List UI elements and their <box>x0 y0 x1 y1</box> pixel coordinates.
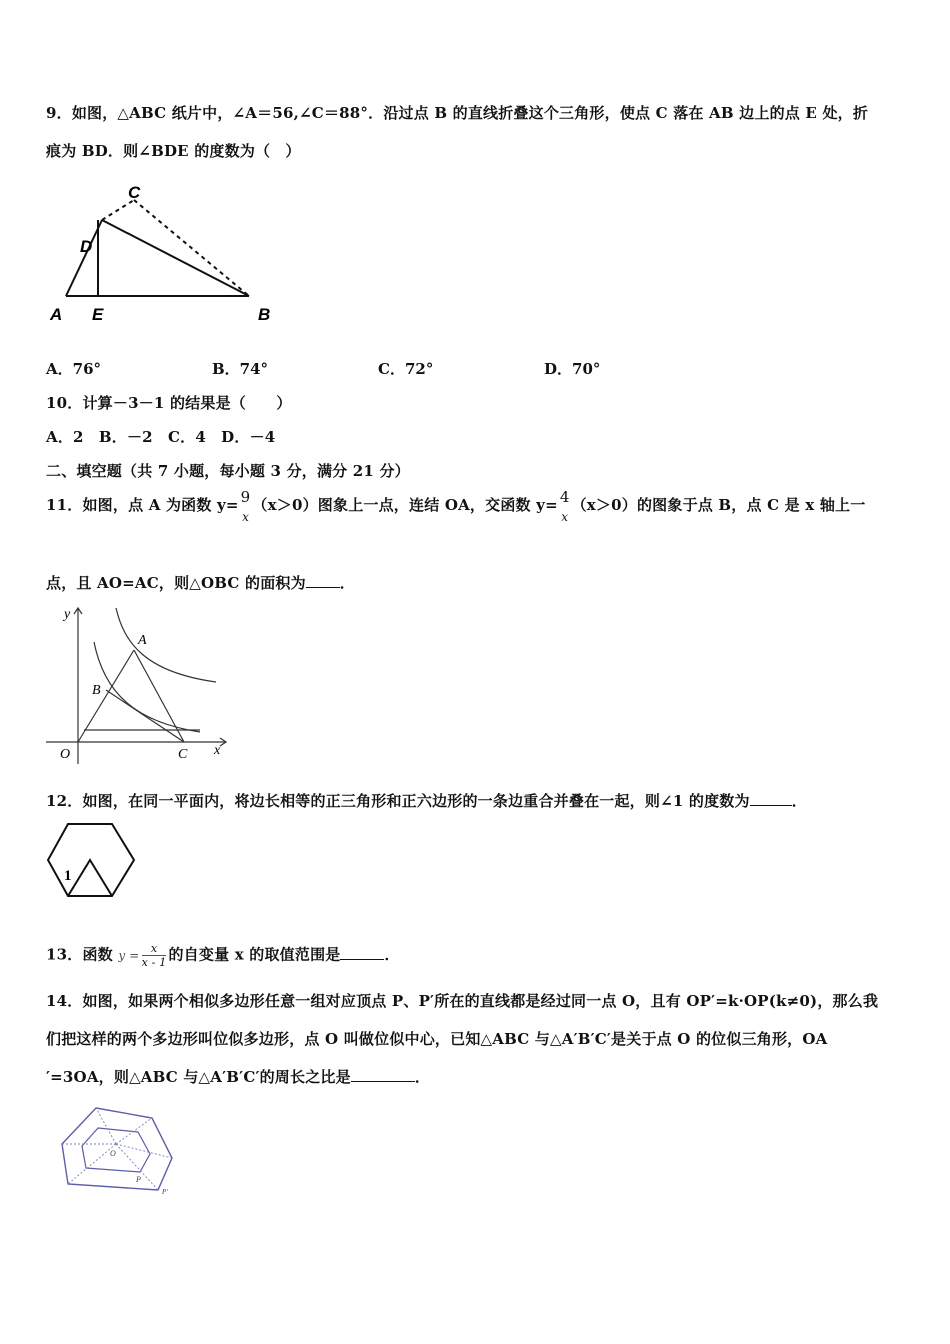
q9-triangle-figure <box>44 180 284 330</box>
q11-line2-text: 点，且 AO=AC，则△OBC 的面积为 <box>46 574 306 592</box>
q14-label-p: P <box>136 1175 141 1184</box>
q9-label-c: C <box>128 183 141 202</box>
q12-angle-label: 1 <box>64 868 72 884</box>
q11-fraction-9-over-x <box>241 486 251 526</box>
q9-text-line1: 9．如图，△ABC 纸片中，∠A＝56,∠C＝88°．沿过点 B 的直线折叠这个三角形，使点 C 落在 AB 边上的点 E 处，折 <box>46 104 869 122</box>
q12-end: ． <box>791 792 807 810</box>
q12-text <box>46 790 807 811</box>
q13-y-equals: y = <box>118 948 140 963</box>
q10-text: 10．计算－3－1 的结果是（ ） <box>46 394 292 412</box>
q13-answer-blank <box>340 945 384 960</box>
q13-part2: 的自变量 x 的取值范围是 <box>168 945 341 964</box>
q9-option-b: B．74° <box>212 360 269 378</box>
q13-part1: 13．函数 <box>46 945 113 964</box>
q12-hexagon-figure <box>44 820 138 902</box>
q11-text-line1 <box>46 486 865 526</box>
q9-label-e: E <box>92 305 104 324</box>
q11-text-line2 <box>46 572 355 593</box>
q11-label-a: A <box>138 633 147 648</box>
q11-label-x: x <box>214 743 221 758</box>
q14-text-line1: 14．如图，如果两个相似多边形任意一组对应顶点 P、P′所在的直线都是经过同一点 O，且有 OP′=k·OP(k≠0)，那么我 <box>46 992 879 1010</box>
q11-label-y: y <box>64 607 71 622</box>
q14-homothety-figure <box>56 1104 186 1196</box>
q13-fraction <box>142 942 167 969</box>
q13-frac-den: x - 1 <box>141 956 167 969</box>
q11-frac1-num: 9 <box>240 488 251 506</box>
q9-label-d: D <box>80 237 93 256</box>
q11-end: ． <box>339 574 355 592</box>
q14-answer-blank <box>351 1067 415 1082</box>
q10-options: A．2 B．－2 C．4 D．－4 <box>46 428 276 446</box>
q12-line-text: 12．如图，在同一平面内，将边长相等的正三角形和正六边形的一条边重合并叠在一起，则∠1 的度数为 <box>46 792 750 810</box>
q13-end: ． <box>384 945 400 964</box>
q11-frac2-den: x <box>561 510 569 524</box>
q9-option-a: A．76° <box>46 360 102 378</box>
section-heading: 二、填空题（共 7 小题，每小题 3 分，满分 21 分） <box>46 462 410 480</box>
q11-frac1-den: x <box>242 510 250 524</box>
q13-text <box>46 942 400 969</box>
q9-label-b: B <box>258 305 271 324</box>
q14-line3-text: ′=3OA，则△ABC 与△A′B′C′的周长之比是 <box>46 1068 351 1086</box>
q14-label-o: O <box>110 1149 116 1158</box>
q14-end: ． <box>414 1068 431 1086</box>
q11-label-o: O <box>60 747 71 762</box>
q11-frac2-num: 4 <box>559 488 570 506</box>
q9-text-line2: 痕为 BD．则∠BDE 的度数为（ ） <box>46 142 301 160</box>
q11-part1: 11．如图，点 A 为函数 y= <box>46 496 239 514</box>
q14-label-p-prime: P′ <box>162 1188 168 1196</box>
q14-text-line2: 们把这样的两个多边形叫位似多边形，点 O 叫做位似中心，已知△ABC 与△A′B′C′是关于点 O 的位似三角形，OA <box>46 1030 828 1048</box>
q11-answer-blank <box>306 573 340 588</box>
q14-text-line3 <box>46 1066 430 1087</box>
q9-label-a: A <box>50 305 63 324</box>
q12-answer-blank <box>750 791 792 806</box>
q9-option-d: D．70° <box>544 360 601 378</box>
q11-part3: （x＞0）的图象于点 B，点 C 是 x 轴上一 <box>571 496 866 514</box>
q11-part2: （x＞0）图象上一点，连结 OA，交函数 y= <box>252 496 558 514</box>
q11-label-b: B <box>92 683 101 698</box>
q11-label-c: C <box>178 747 188 762</box>
q13-frac-num: x <box>150 942 158 955</box>
q9-option-c: C．72° <box>378 360 434 378</box>
q11-fraction-4-over-x <box>560 486 570 526</box>
q11-function-graph <box>44 602 234 772</box>
